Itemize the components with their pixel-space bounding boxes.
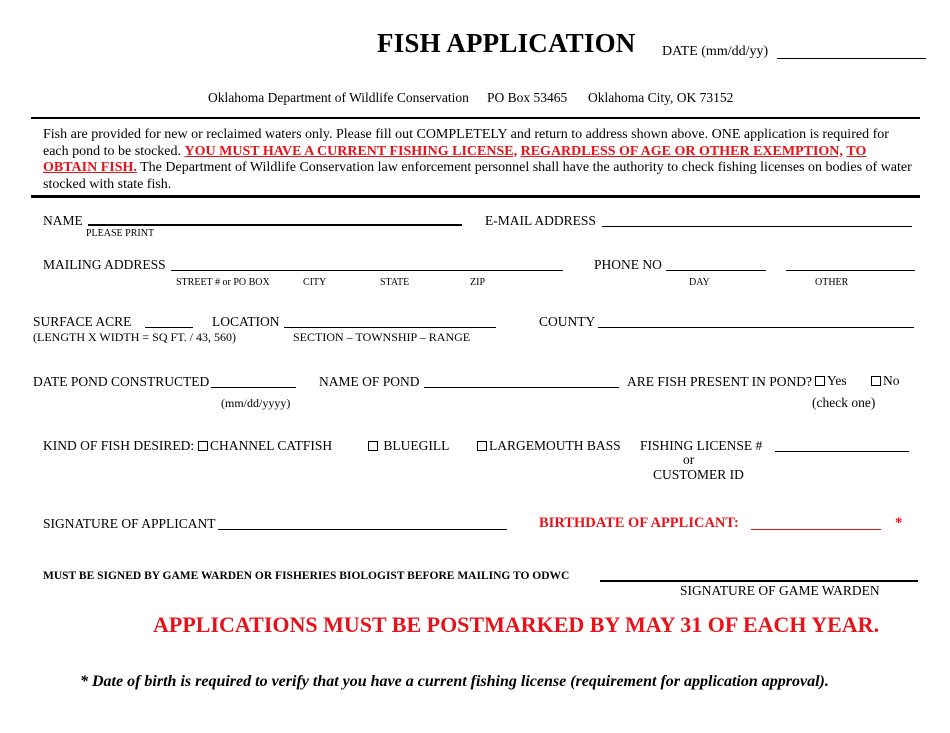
email-field[interactable] [602,226,912,227]
phone-other-sub-label: OTHER [815,277,849,288]
customer-id-label: CUSTOMER ID [653,467,744,482]
license-warning-2: REGARDLESS OF AGE OR OTHER EXEMPTION, [520,143,843,159]
bluegill-label: BLUEGILL [383,438,450,453]
surface-acre-sub-label: (LENGTH X WIDTH = SQ FT. / 43, 560) [33,330,236,344]
zip-sub-label: ZIP [470,277,485,288]
date-pond-label: DATE POND CONSTRUCTED [33,374,210,389]
date-pond-sub-label: (mm/dd/yyyy) [221,396,291,410]
pond-name-label: NAME OF POND [319,374,420,389]
catfish-option[interactable] [198,438,332,454]
top-divider [31,117,920,119]
warden-signature-label: SIGNATURE OF GAME WARDEN [680,583,880,598]
date-field[interactable] [777,58,926,59]
yes-label: Yes [827,373,847,388]
check-one-note: (check one) [812,395,876,410]
no-label: No [883,373,900,388]
birthdate-required-star: * [895,515,903,531]
po-box: PO Box 53465 [487,90,568,105]
phone-other-field[interactable] [786,270,915,271]
location-label: LOCATION [212,314,280,329]
no-checkbox[interactable] [871,376,881,386]
notice-text-2: The Department of Wildlife Conservation law enforcement personnel shall have the authority to check fishing licenses on bodies of water stocked with state fish. [43,160,912,192]
mailing-address-label: MAILING ADDRESS [43,257,166,272]
state-sub-label: STATE [380,277,410,288]
date-pond-field[interactable] [211,387,296,388]
phone-day-field[interactable] [666,270,766,271]
street-sub-label: STREET # or PO BOX [176,277,270,288]
warden-signature-field[interactable] [600,580,918,582]
fish-present-yes[interactable] [815,373,847,389]
mailing-address-field[interactable] [171,270,563,271]
notice-text-1: Fish are provided for new or reclaimed waters only. Please fill out COMPLETELY and return to address shown above. ONE application is required for each pond to be stocked. [43,127,889,159]
kind-of-fish-label: KIND OF FISH DESIRED: [43,438,195,453]
bluegill-option[interactable] [368,438,449,454]
bass-option[interactable] [477,438,621,454]
catfish-label: CHANNEL CATFISH [210,438,333,453]
phone-label: PHONE NO [594,257,662,272]
notice-paragraph [43,127,913,193]
name-sub-label: PLEASE PRINT [86,228,155,239]
county-field[interactable] [598,327,914,328]
catfish-checkbox[interactable] [198,441,208,451]
surface-acre-label: SURFACE ACRE [33,314,132,329]
name-field[interactable] [88,224,462,226]
fish-present-label: ARE FISH PRESENT IN POND? [627,374,813,389]
bluegill-checkbox[interactable] [368,441,378,451]
fishing-license-label: FISHING LICENSE # [640,438,763,453]
email-label: E-MAIL ADDRESS [485,213,596,228]
signature-field[interactable] [218,529,507,530]
phone-day-sub-label: DAY [689,277,710,288]
city-sub-label: CITY [303,277,327,288]
license-or-text: or [683,452,695,467]
fishing-license-field[interactable] [775,451,909,452]
birthdate-footnote: * Date of birth is required to verify that you have a current fishing license (requirement for application approval). [80,673,829,690]
birthdate-field[interactable] [751,529,881,530]
yes-checkbox[interactable] [815,376,825,386]
pond-name-field[interactable] [424,387,619,388]
location-sub-label: SECTION – TOWNSHIP – RANGE [293,330,471,344]
fish-present-no[interactable] [871,373,900,389]
birthdate-label: BIRTHDATE OF APPLICANT: [539,515,739,531]
signature-label: SIGNATURE OF APPLICANT [43,516,216,531]
surface-acre-field[interactable] [145,327,193,328]
license-warning-3: TO [846,143,867,159]
postmark-deadline: APPLICATIONS MUST BE POSTMARKED BY MAY 31 OF EACH YEAR. [153,612,880,637]
county-label: COUNTY [539,314,596,329]
bass-checkbox[interactable] [477,441,487,451]
name-label: NAME [43,213,83,228]
warden-instruction: MUST BE SIGNED BY GAME WARDEN OR FISHERIES BIOLOGIST BEFORE MAILING TO ODWC [43,570,570,582]
bottom-divider [31,195,920,198]
license-warning-1: YOU MUST HAVE A CURRENT FISHING LICENSE, [184,143,518,159]
location-field[interactable] [284,327,496,328]
bass-label: LARGEMOUTH BASS [489,438,621,453]
page-title: FISH APPLICATION [377,28,636,58]
agency-name: Oklahoma Department of Wildlife Conservation [208,90,469,105]
agency-city: Oklahoma City, OK 73152 [588,90,734,105]
date-label: DATE (mm/dd/yy) [662,44,769,59]
license-warning-4: OBTAIN FISH. [43,160,137,175]
